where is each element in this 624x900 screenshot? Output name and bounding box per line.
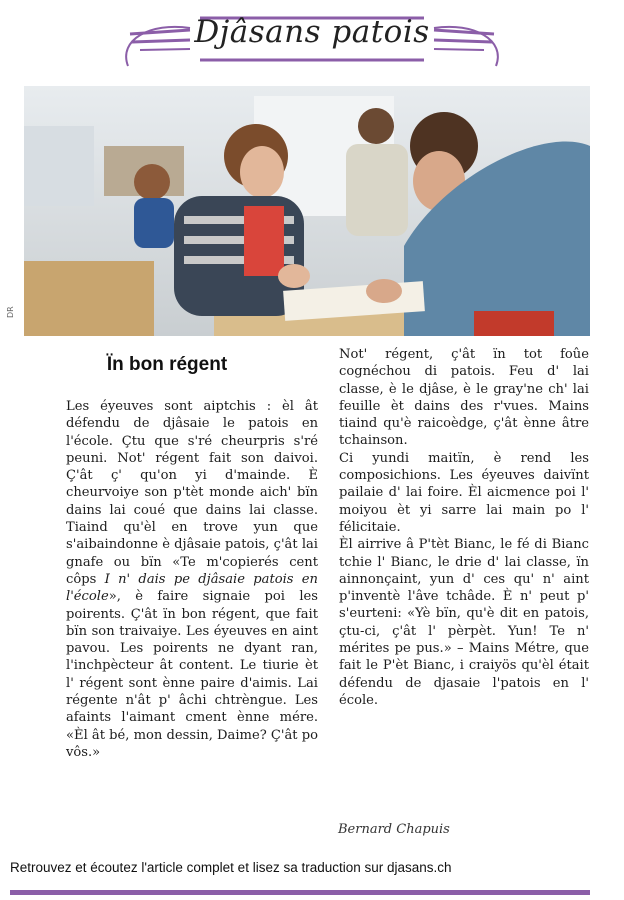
article-paragraph: Not' régent, ç'ât ïn tot foûe cognéchou di patois. Feu d' lai classe, è le djâse, è le gray'ne ch' lai feuille èt dains des r'vues. Mains tiaind qu'è raicoèdge, ç'ât ènne âtre tchainson. xyxy=(339,347,589,449)
article-text: Les éyeuves sont aiptchis : èl ât défendu de djâsaie le patois en l'école. Çtu que s'ré cheurpris s'ré peuni. Not' régent fait son daivoi. Ç'ât ç' qu'on yi d'mainde. È cheurvoiye son p'tèt monde aich' bïn dains lai coué que dains lai classe. Tiaind qu'èl en trove yun que s'aibaindonne è djâsaie patois, ç'ât lai gnafe ou bïn «Te m'copierés cent côps xyxy=(66,399,318,587)
article-left-column xyxy=(66,398,318,761)
masthead-title: Djâsans patois xyxy=(194,14,430,50)
article-paragraph: Ci yundi maitïn, è rend les composichions. Les éyeuves daivïnt pailaie d' lai foire. Èl aicmence poi l' moiyou èt yi sarre lai main po l' félicitaie. xyxy=(339,450,589,535)
article-italic-quote: I n' dais pe djâsaie patois en l'école xyxy=(66,571,318,605)
article-right-column xyxy=(339,346,589,709)
classroom-photo xyxy=(24,86,590,336)
article-paragraph xyxy=(66,398,318,761)
masthead xyxy=(0,0,624,80)
footer-rule xyxy=(10,890,590,895)
photo-credit: DR xyxy=(6,306,15,318)
article-text: », è faire signaie poi les poirents. Ç'ât ïn bon régent, que fait bïn son traivaiye. Les éyeuves en aint pavou. Les poirents ne dyant ran, l'inchpècteur ât content. Le tiurie èt l' régent sont ènne paire d'aimis. Lai régente n'ât p' âchi chtrèngue. Les afaints l'aimant cment ènne mére. «Èl ât bé, mon dessin, Daime? Ç'ât po vôs.» xyxy=(66,589,318,760)
article-paragraph: Èl airrive â P'tèt Bianc, le fé di Bianc tchie l' Bianc, le drie d' lai classe, ïn ainnonçaint, yun d' ces qu' n' aint p'inventè l'âve tchâde. È n' peut p' s'eurteni: «Yè bïn, qu'è dit en patois, çtu-ci, ç'ât l' pèrpèt. Yun! Te n' mérites pe pus.» – Mains Métre, que fait le P'èt Bianc, i craiyös qu'èl était défendu de djasaie l'patois en l' école. xyxy=(339,537,589,708)
article-headline: Ïn bon régent xyxy=(106,354,228,375)
footer-note: Retrouvez et écoutez l'article complet et lisez sa traduction sur djasans.ch xyxy=(10,860,452,875)
article-byline: Bernard Chapuis xyxy=(338,822,450,837)
